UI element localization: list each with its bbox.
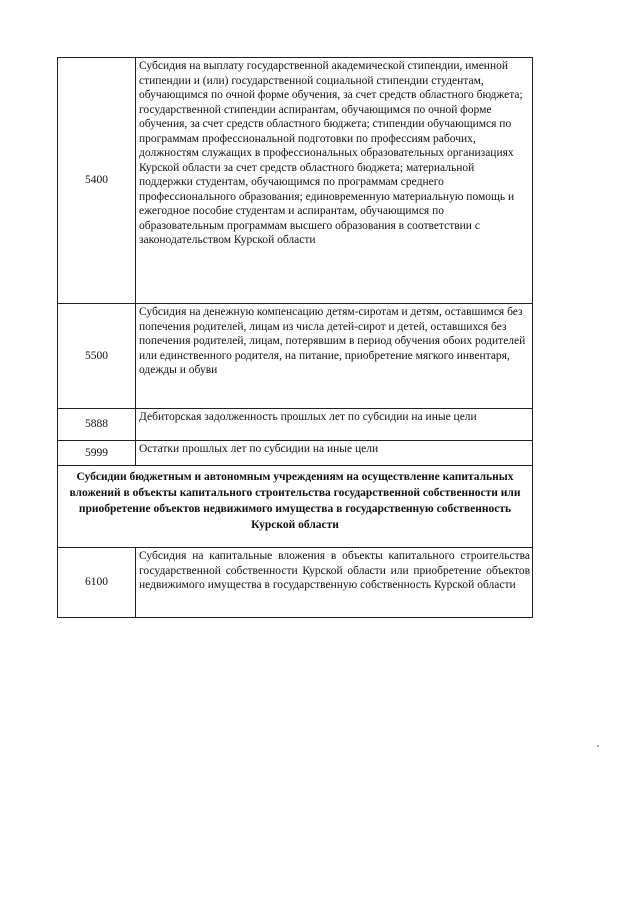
code-cell: 5888: [58, 409, 136, 441]
section-heading: Субсидии бюджетным и автономным учреждениям на осуществление капитальных вложений в объекты капитального строительства государственной собственности или приобретение объектов недвижимого имущества в государственную собственность Курской области: [58, 466, 533, 548]
description-cell: Субсидия на выплату государственной академической стипендии, именной стипендии и (или) государственной социальной стипендии студентам, обучающимся по очной форме обучения, за счет средств областного бюджета; государственной стипендии аспирантам, обучающимся по очной форме обучения, за счет средств областного бюджета; стипендии обучающимся по программам профессиональной подготовки по профессиям рабочих, должностям служащих в профессиональных образовательных организациях Курской области за счет средств областного бюджета; материальной поддержки студентам, обучающимся по программам среднего профессионального образования; единовременную материальную помощь и ежегодное пособие студентам и аспирантам, обучающимся по образовательным программам высшего образования в соответствии с законодательством Курской области: [136, 58, 533, 304]
table-row: [58, 304, 533, 409]
section-heading-row: [58, 466, 533, 548]
description-cell: Субсидия на капитальные вложения в объекты капитального строительства государственной собственности Курской области или приобретение объектов недвижимого имущества в государственную собственность Курской области: [136, 548, 533, 618]
code-cell: 5400: [58, 58, 136, 304]
table-row: [58, 548, 533, 618]
code-cell: 5999: [58, 441, 136, 466]
code-cell: 5500: [58, 304, 136, 409]
table-row: [58, 409, 533, 441]
budget-codes-table: [57, 57, 533, 618]
scan-speck: [597, 745, 599, 747]
table-row: [58, 58, 533, 304]
description-cell: Субсидия на денежную компенсацию детям-сиротам и детям, оставшимся без попечения родителей, лицам из числа детей-сирот и детей, оставшихся без попечения родителей, лицам, потерявшим в период обучения обоих родителей или единственного родителя, на питание, приобретение мягкого инвентаря, одежды и обуви: [136, 304, 533, 409]
table-row: [58, 441, 533, 466]
code-cell: 6100: [58, 548, 136, 618]
description-cell: Дебиторская задолженность прошлых лет по субсидии на иные цели: [136, 409, 533, 441]
description-cell: Остатки прошлых лет по субсидии на иные цели: [136, 441, 533, 466]
